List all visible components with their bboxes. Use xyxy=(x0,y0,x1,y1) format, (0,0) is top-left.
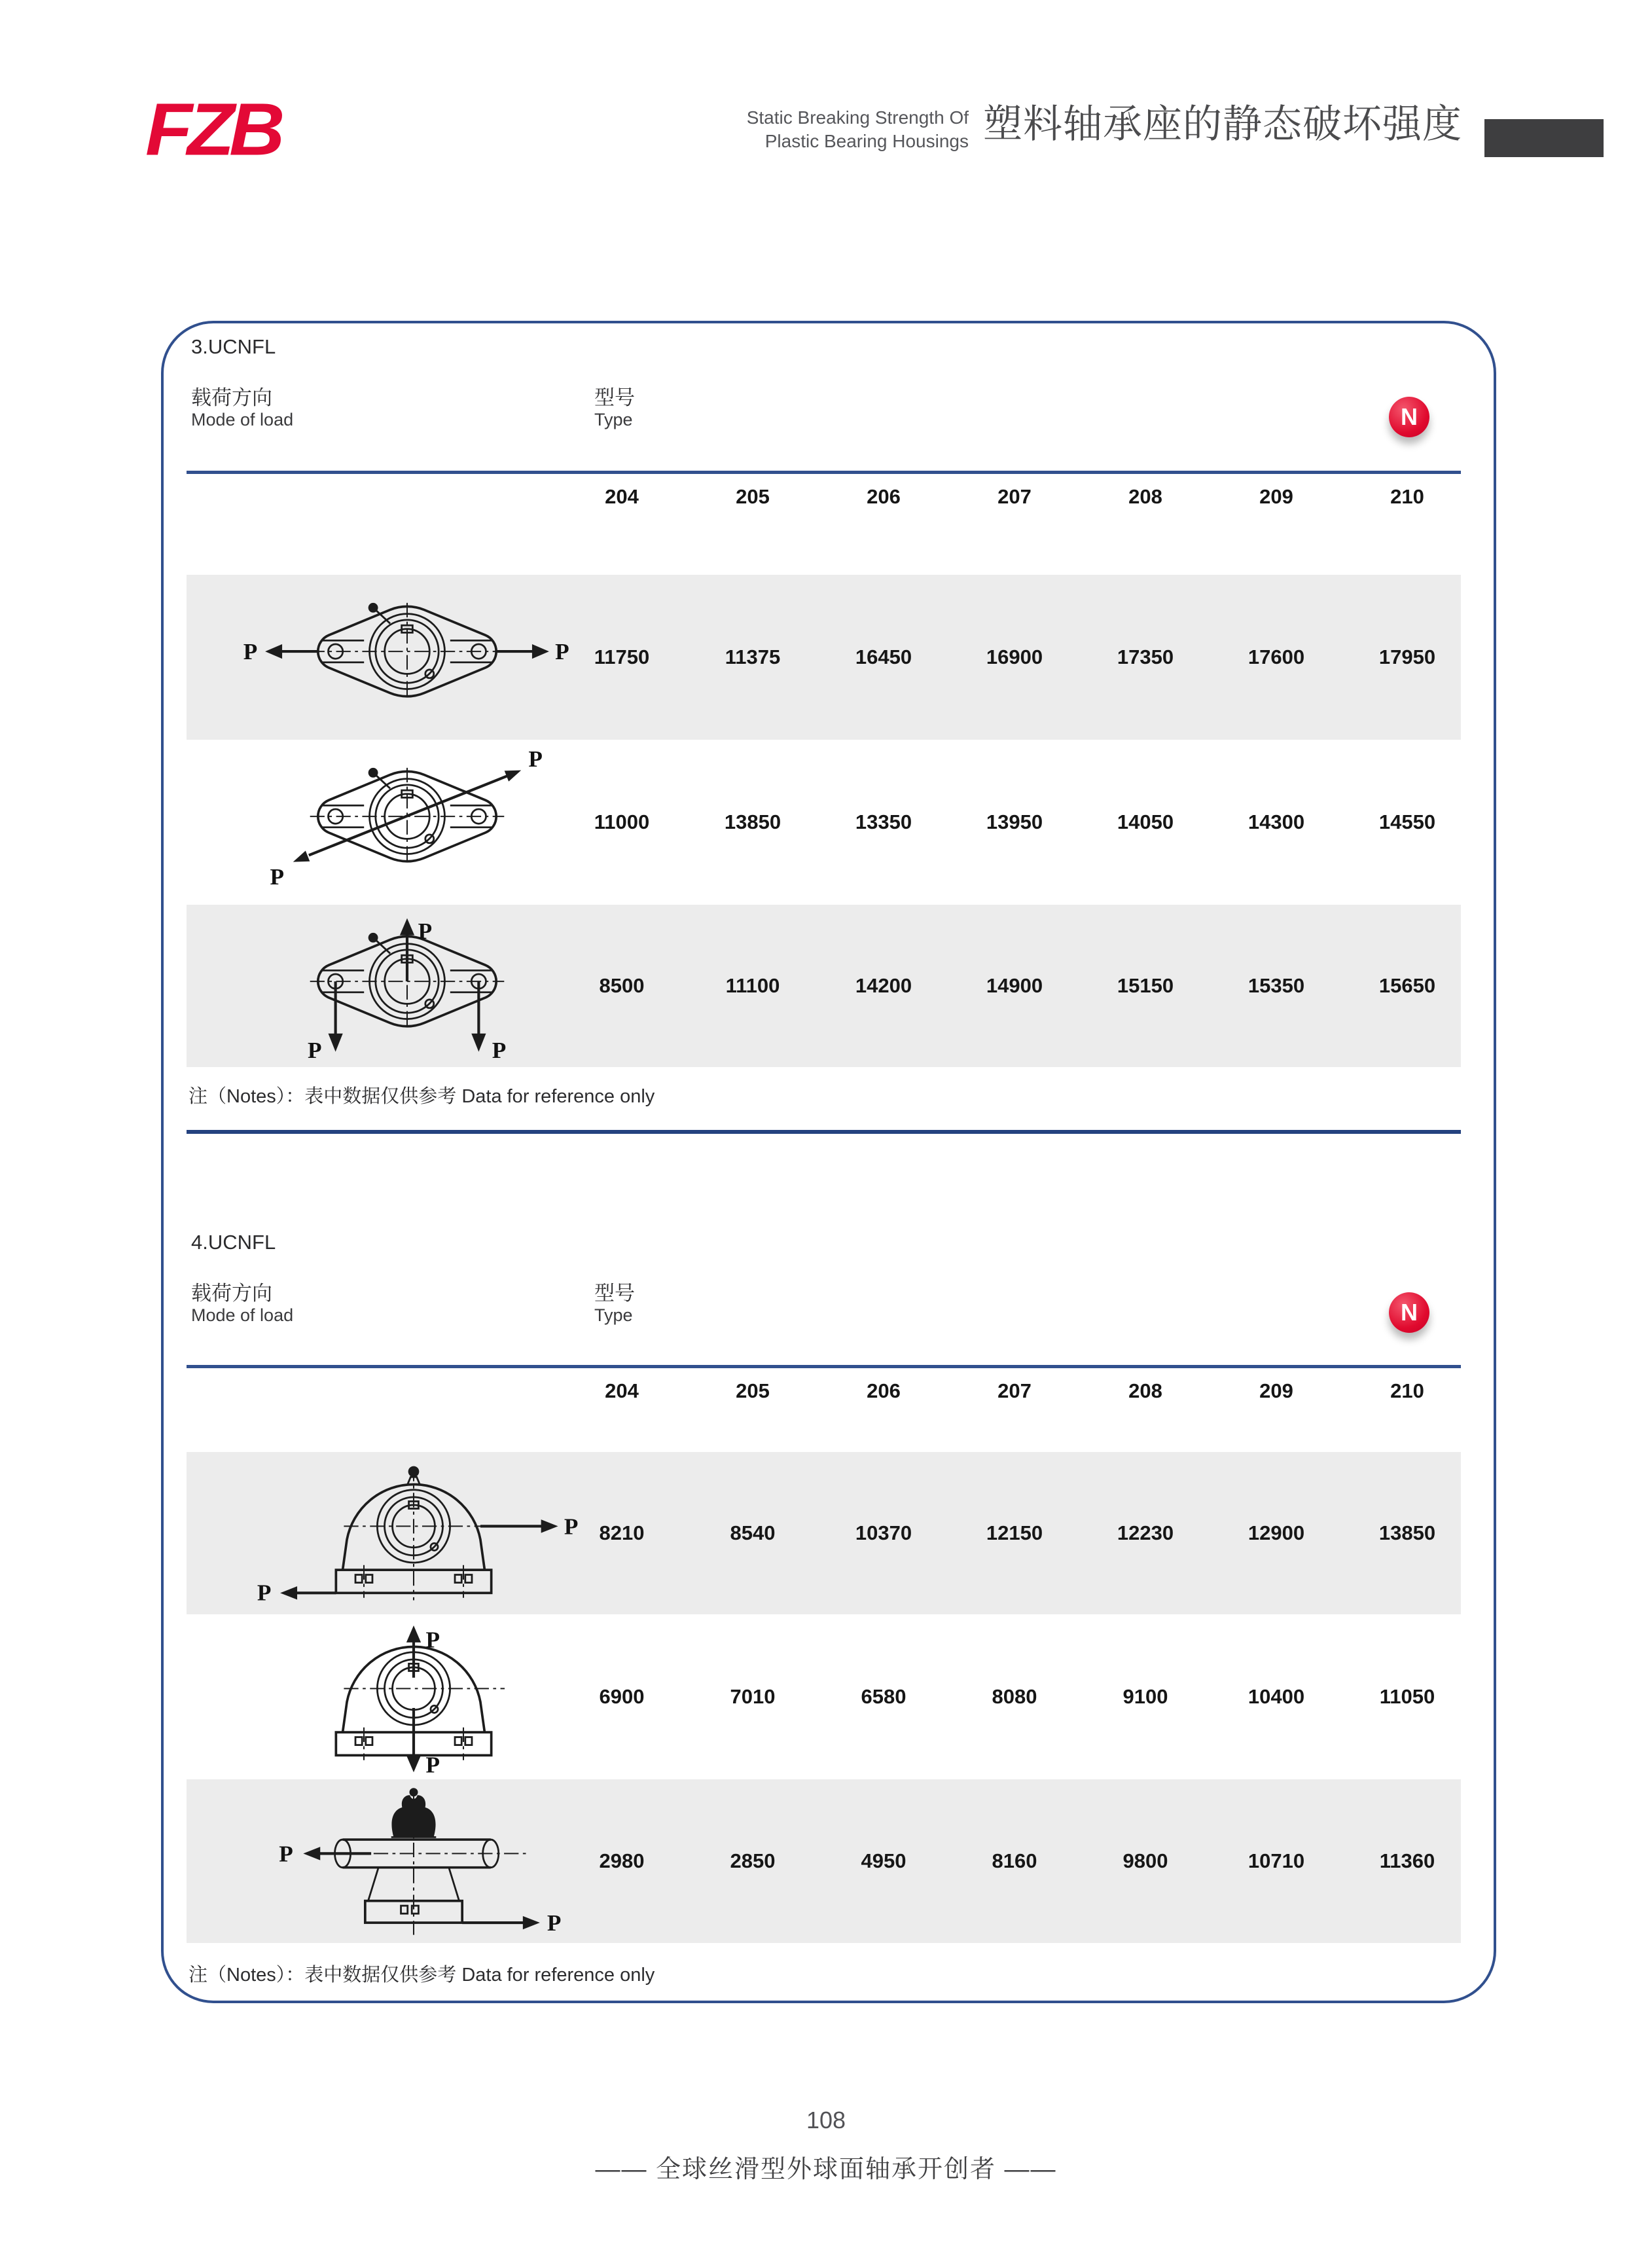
bearing-outline xyxy=(321,1788,529,1934)
strength-value: 11360 xyxy=(1379,1849,1435,1872)
type-label-zh: 型号 xyxy=(594,1282,635,1305)
value-row xyxy=(556,1452,1473,1614)
mode-of-load-label-zh: 载荷方向 xyxy=(191,386,272,409)
strength-value: 8160 xyxy=(992,1849,1037,1872)
load-label: P xyxy=(547,1910,562,1936)
table-note: 注（Notes）：表中数据仅供参考 Data for reference only xyxy=(189,1086,655,1107)
strength-value: 17950 xyxy=(1378,645,1436,668)
strength-value: 8080 xyxy=(992,1685,1037,1708)
type-label-en: Type xyxy=(594,410,633,429)
strength-value: 10710 xyxy=(1248,1849,1305,1872)
strength-value: 6580 xyxy=(861,1685,907,1708)
strength-value: 12150 xyxy=(986,1521,1043,1544)
load-arrow-down-left-bolt xyxy=(308,981,343,1063)
load-label: P xyxy=(279,1841,293,1867)
bearing-outline xyxy=(336,1646,505,1760)
subtitle-line1: Static Breaking Strength Of xyxy=(746,107,969,128)
load-label: P xyxy=(564,1514,579,1540)
strength-value: 8540 xyxy=(730,1521,776,1544)
strength-value: 6900 xyxy=(599,1685,645,1708)
strength-value: 14300 xyxy=(1248,810,1305,833)
bearing-outline xyxy=(310,603,505,700)
strength-value: 9800 xyxy=(1122,1849,1168,1872)
value-row xyxy=(556,1779,1473,1943)
strength-value: 2850 xyxy=(730,1849,776,1872)
strength-value: 13350 xyxy=(855,810,912,833)
strength-value: 11000 xyxy=(594,810,650,833)
strength-value: 14200 xyxy=(855,974,912,997)
strength-value: 11750 xyxy=(594,645,650,668)
strength-value: 7010 xyxy=(730,1685,776,1708)
section-divider xyxy=(187,1130,1461,1134)
load-label: P xyxy=(243,639,258,665)
strength-value: 4950 xyxy=(861,1849,907,1872)
load-label: P xyxy=(425,1752,440,1775)
newton-unit-badge: N xyxy=(1389,1292,1429,1333)
strength-value: 11050 xyxy=(1379,1685,1435,1708)
value-row xyxy=(556,575,1473,740)
column-header: 208 xyxy=(1128,1379,1162,1402)
mode-of-load-label-en: Mode of load xyxy=(191,410,294,429)
brand-logo: FZB xyxy=(145,88,280,172)
value-row xyxy=(556,1614,1473,1779)
tapped-base-side-view-load-diagram xyxy=(243,1782,584,1940)
table-row xyxy=(187,905,1461,1067)
column-header: 204 xyxy=(605,485,639,508)
strength-value: 15150 xyxy=(1117,974,1174,997)
mode-of-load-label-en: Mode of load xyxy=(191,1305,294,1325)
strength-value: 13850 xyxy=(1378,1521,1436,1544)
rhombic-flange-horizontal-load-diagram xyxy=(237,577,577,735)
column-header: 205 xyxy=(736,1379,770,1402)
subtitle-line2: Plastic Bearing Housings xyxy=(764,131,969,151)
mode-of-load-label-zh: 载荷方向 xyxy=(191,1282,272,1305)
column-header: 210 xyxy=(1390,485,1424,508)
load-label: P xyxy=(307,1037,322,1063)
load-label: P xyxy=(425,1627,440,1653)
load-label: P xyxy=(257,1580,272,1606)
tapped-base-horizontal-load-diagram xyxy=(243,1455,584,1612)
tapped-base-vertical-load-diagram xyxy=(243,1617,584,1775)
table-header-rule xyxy=(187,471,1461,474)
strength-value: 8210 xyxy=(599,1521,645,1544)
bearing-outline xyxy=(336,1466,511,1601)
strength-value: 10370 xyxy=(855,1521,912,1544)
load-arrow-down-right-bolt xyxy=(471,981,506,1063)
load-arrow-left-shaft xyxy=(279,1841,371,1866)
column-header: 210 xyxy=(1390,1379,1424,1402)
value-row xyxy=(556,740,1473,905)
page-title: 塑料轴承座的静态破坏强度 xyxy=(983,102,1462,146)
header-accent-bar xyxy=(1484,119,1604,157)
table-header-rule xyxy=(187,1365,1461,1368)
table-row xyxy=(187,740,1461,905)
section-heading: 4.UCNFL xyxy=(191,1231,276,1254)
strength-value: 16450 xyxy=(855,645,912,668)
value-row xyxy=(556,905,1473,1067)
strength-value: 11100 xyxy=(725,974,780,997)
table-row xyxy=(187,1452,1461,1614)
rhombic-flange-diagonal-load-diagram xyxy=(237,742,577,900)
strength-value: 13850 xyxy=(724,810,781,833)
strength-value: 17600 xyxy=(1248,645,1305,668)
column-header: 209 xyxy=(1259,1379,1293,1402)
load-label: P xyxy=(418,918,433,945)
table-note: 注（Notes）：表中数据仅供参考 Data for reference only xyxy=(189,1965,655,1986)
load-arrow-down-left xyxy=(270,850,310,889)
load-label: P xyxy=(528,746,543,772)
column-header: 208 xyxy=(1128,485,1162,508)
strength-value: 10400 xyxy=(1248,1685,1305,1708)
column-header: 205 xyxy=(736,485,770,508)
load-arrow-left-base xyxy=(257,1580,336,1605)
table-row xyxy=(187,575,1461,740)
column-header-row xyxy=(556,485,1473,509)
strength-value: 12230 xyxy=(1117,1521,1174,1544)
strength-value: 11375 xyxy=(725,645,781,668)
strength-value: 9100 xyxy=(1122,1685,1168,1708)
column-header: 207 xyxy=(997,1379,1032,1402)
page-subtitle-english xyxy=(655,106,969,153)
load-label: P xyxy=(555,639,569,665)
newton-unit-badge: N xyxy=(1389,397,1429,437)
section-heading: 3.UCNFL xyxy=(191,335,276,358)
table-row xyxy=(187,1779,1461,1943)
strength-value: 13950 xyxy=(986,810,1043,833)
column-header: 206 xyxy=(867,1379,901,1402)
type-label-en: Type xyxy=(594,1305,633,1325)
strength-value: 15650 xyxy=(1378,974,1436,997)
type-label-zh: 型号 xyxy=(594,386,635,409)
load-label: P xyxy=(492,1037,507,1063)
strength-value: 8500 xyxy=(599,974,645,997)
column-header-row xyxy=(556,1379,1473,1403)
footer-slogan: —— 全球丝滑型外球面轴承开创者 —— xyxy=(595,2156,1057,2183)
strength-value: 15350 xyxy=(1248,974,1305,997)
strength-value: 12900 xyxy=(1248,1521,1305,1544)
strength-value: 16900 xyxy=(986,645,1043,668)
column-header: 206 xyxy=(867,485,901,508)
strength-value: 2980 xyxy=(599,1849,645,1872)
page-number: 108 xyxy=(806,2107,846,2133)
strength-value: 17350 xyxy=(1117,645,1174,668)
load-label: P xyxy=(270,863,285,890)
strength-value: 14900 xyxy=(986,974,1043,997)
strength-value: 14050 xyxy=(1117,810,1174,833)
table-row xyxy=(187,1614,1461,1779)
rhombic-flange-vertical-load-diagram xyxy=(237,907,577,1065)
column-header: 204 xyxy=(605,1379,639,1402)
column-header: 207 xyxy=(997,485,1032,508)
strength-value: 14550 xyxy=(1378,810,1436,833)
column-header: 209 xyxy=(1259,485,1293,508)
load-arrow-right-base xyxy=(462,1910,561,1936)
load-arrow-left xyxy=(243,639,318,664)
